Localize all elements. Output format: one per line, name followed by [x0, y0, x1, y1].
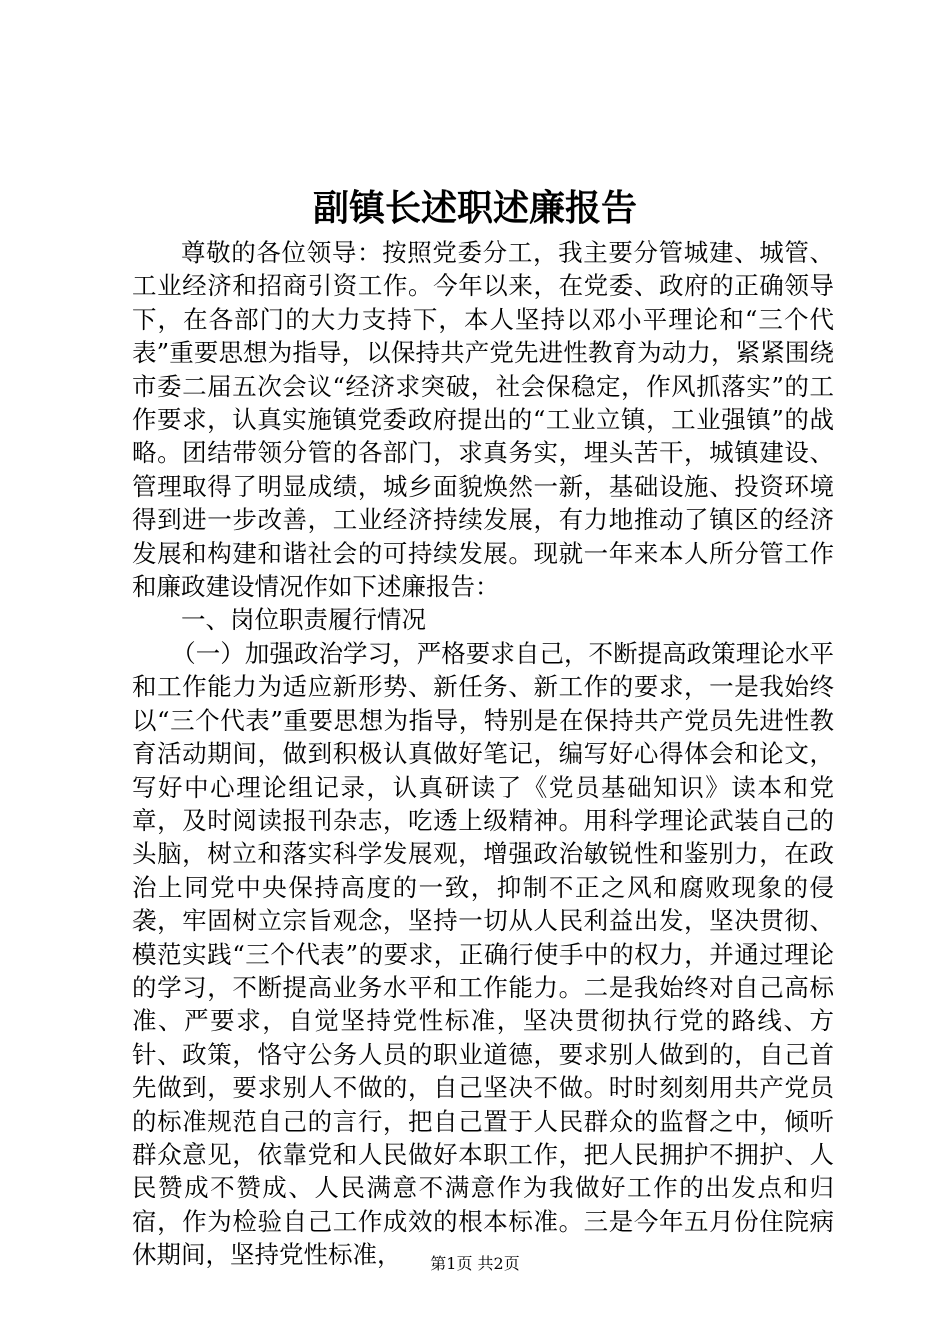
paragraph-intro: 尊敬的各位领导：按照党委分工，我主要分管城建、城管、工业经济和招商引资工作。今年以来，在党委、政府的正确领导下，在各部门的大力支持下，本人坚持以邓小平理论和“三个代表”重要思想为指导，以保持共产党先进性教育为动力，紧紧围绕市委二届五次会议“经济求突破，社会保稳定，作风抓落实”的工作要求，认真实施镇党委政府提出的“工业立镇，工业强镇”的战略。团结带领分管的各部门，求真务实，埋头苦干，城镇建设、管理取得了明显成绩，城乡面貌焕然一新，基础设施、投资环境得到进一步改善，工业经济持续发展，有力地推动了镇区的经济发展和构建和谐社会的可持续发展。现就一年来本人所分管工作和廉政建设情况作如下述廉报告： — [132, 238, 834, 602]
section-heading: 一、岗位职责履行情况 — [181, 605, 426, 635]
document-body — [132, 236, 834, 1272]
paragraph-subsection-1: （一）加强政治学习，严格要求自己，不断提高政策理论水平和工作能力为适应新形势、新任务、新工作的要求，一是我始终以“三个代表”重要思想为指导，特别是在保持共产党员先进性教育活动期间，做到积极认真做好笔记，编写好心得体会和论文，写好中心理论组记录，认真研读了《党员基础知识》读本和党章，及时阅读报刊杂志，吃透上级精神。用科学理论武装自己的头脑，树立和落实科学发展观，增强政治敏锐性和鉴别力，在政治上同党中央保持高度的一致，抑制不正之风和腐败现象的侵袭，牢固树立宗旨观念，坚持一切从人民利益出发，坚决贯彻、模范实践“三个代表”的要求，正确行使手中的权力，并通过理论的学习，不断提高业务水平和工作能力。二是我始终对自己高标准、严要求，自觉坚持党性标准，坚决贯彻执行党的路线、方针、政策，恪守公务人员的职业道德，要求别人做到的，自己首先做到，要求别人不做的，自己坚决不做。时时刻刻用共产党员的标准规范自己的言行，把自己置于人民群众的监督之中，倾听群众意见，依靠党和人民做好本职工作，把人民拥护不拥护、人民赞成不赞成、人民满意不满意作为我做好工作的出发点和归宿，作为检验自己工作成效的根本标准。三是今年五月份住院病休期间，坚持党性标准， — [132, 638, 834, 1270]
page-footer: 第1页 共2页 — [430, 1254, 520, 1273]
document-title: 副镇长述职述廉报告 — [312, 187, 637, 229]
